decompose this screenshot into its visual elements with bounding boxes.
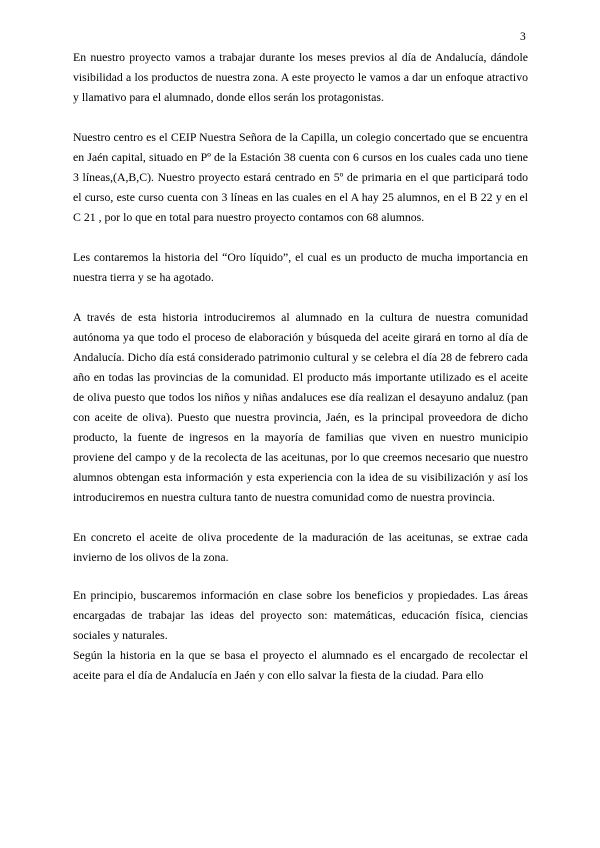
paragraph-project-story: Según la historia en la que se basa el proyecto el alumnado es el encargado de recolectar el aceite para el día de Andalucía en Jaén y con ello salvar la fiesta de la ciudad. Para ello <box>73 648 528 682</box>
paragraph-story: Les contaremos la historia del “Oro líquido”, el cual es un producto de mucha importancia en nuestra tierra y se ha agotado. <box>73 250 528 284</box>
body-text <box>73 47 528 685</box>
page-number: 3 <box>520 31 526 43</box>
paragraph-school: Nuestro centro es el CEIP Nuestra Señora de la Capilla, un colegio concertado que se encuentra en Jaén capital, situado en Pº de la Estación 38 cuenta con 6 cursos en los cuales cada uno tiene 3 líneas,(A,B,C). Nuestro proyecto estará centrado en 5º de primaria en el que participará todo el curso, este curso cuenta con 3 líneas en las cuales en el A hay 25 alumnos, en el B 22 y en el C 21 , por lo que en total para nuestro proyecto contamos con 68 alumnos. <box>73 130 528 224</box>
paragraph-culture: A través de esta historia introduciremos al alumnado en la cultura de nuestra comunidad autónoma ya que todo el proceso de elaboración y búsqueda del aceite girará en torno al día de Andalucía. Dicho día está considerado patrimonio cultural y se celebra el día 28 de febrero cada año en todas las provincias de la comunidad. El producto más importante utilizado es el aceite de oliva puesto que todos los niños y niñas andaluces ese día realizan el desayuno andaluz (pan con aceite de oliva). Puesto que nuestra provincia, Jaén, es la principal proveedora de dicho producto, la fuente de ingresos en la mayoría de familias que viven en nuestro municipio proviene del campo y de la recolecta de las aceitunas, por lo que creemos necesario que nuestro alumnos obtengan esta información y esta experiencia con la idea de su visibilización y así los introduciremos en nuestra cultura tanto de nuestra comunidad como de nuestra provincia. <box>73 310 528 504</box>
paragraph-intro: En nuestro proyecto vamos a trabajar durante los meses previos al día de Andalucía, dándole visibilidad a los productos de nuestra zona. A este proyecto le vamos a dar un enfoque atractivo y llamativo para el alumnado, donde ellos serán los protagonistas. <box>73 50 528 104</box>
paragraph-research: En principio, buscaremos información en clase sobre los beneficios y propiedades. Las áreas encargadas de trabajar las ideas del proyecto son: matemáticas, educación física, ciencias sociales y naturales. <box>73 588 528 642</box>
paragraph-olive-oil: En concreto el aceite de oliva procedente de la maduración de las aceitunas, se extrae cada invierno de los olivos de la zona. <box>73 530 528 564</box>
